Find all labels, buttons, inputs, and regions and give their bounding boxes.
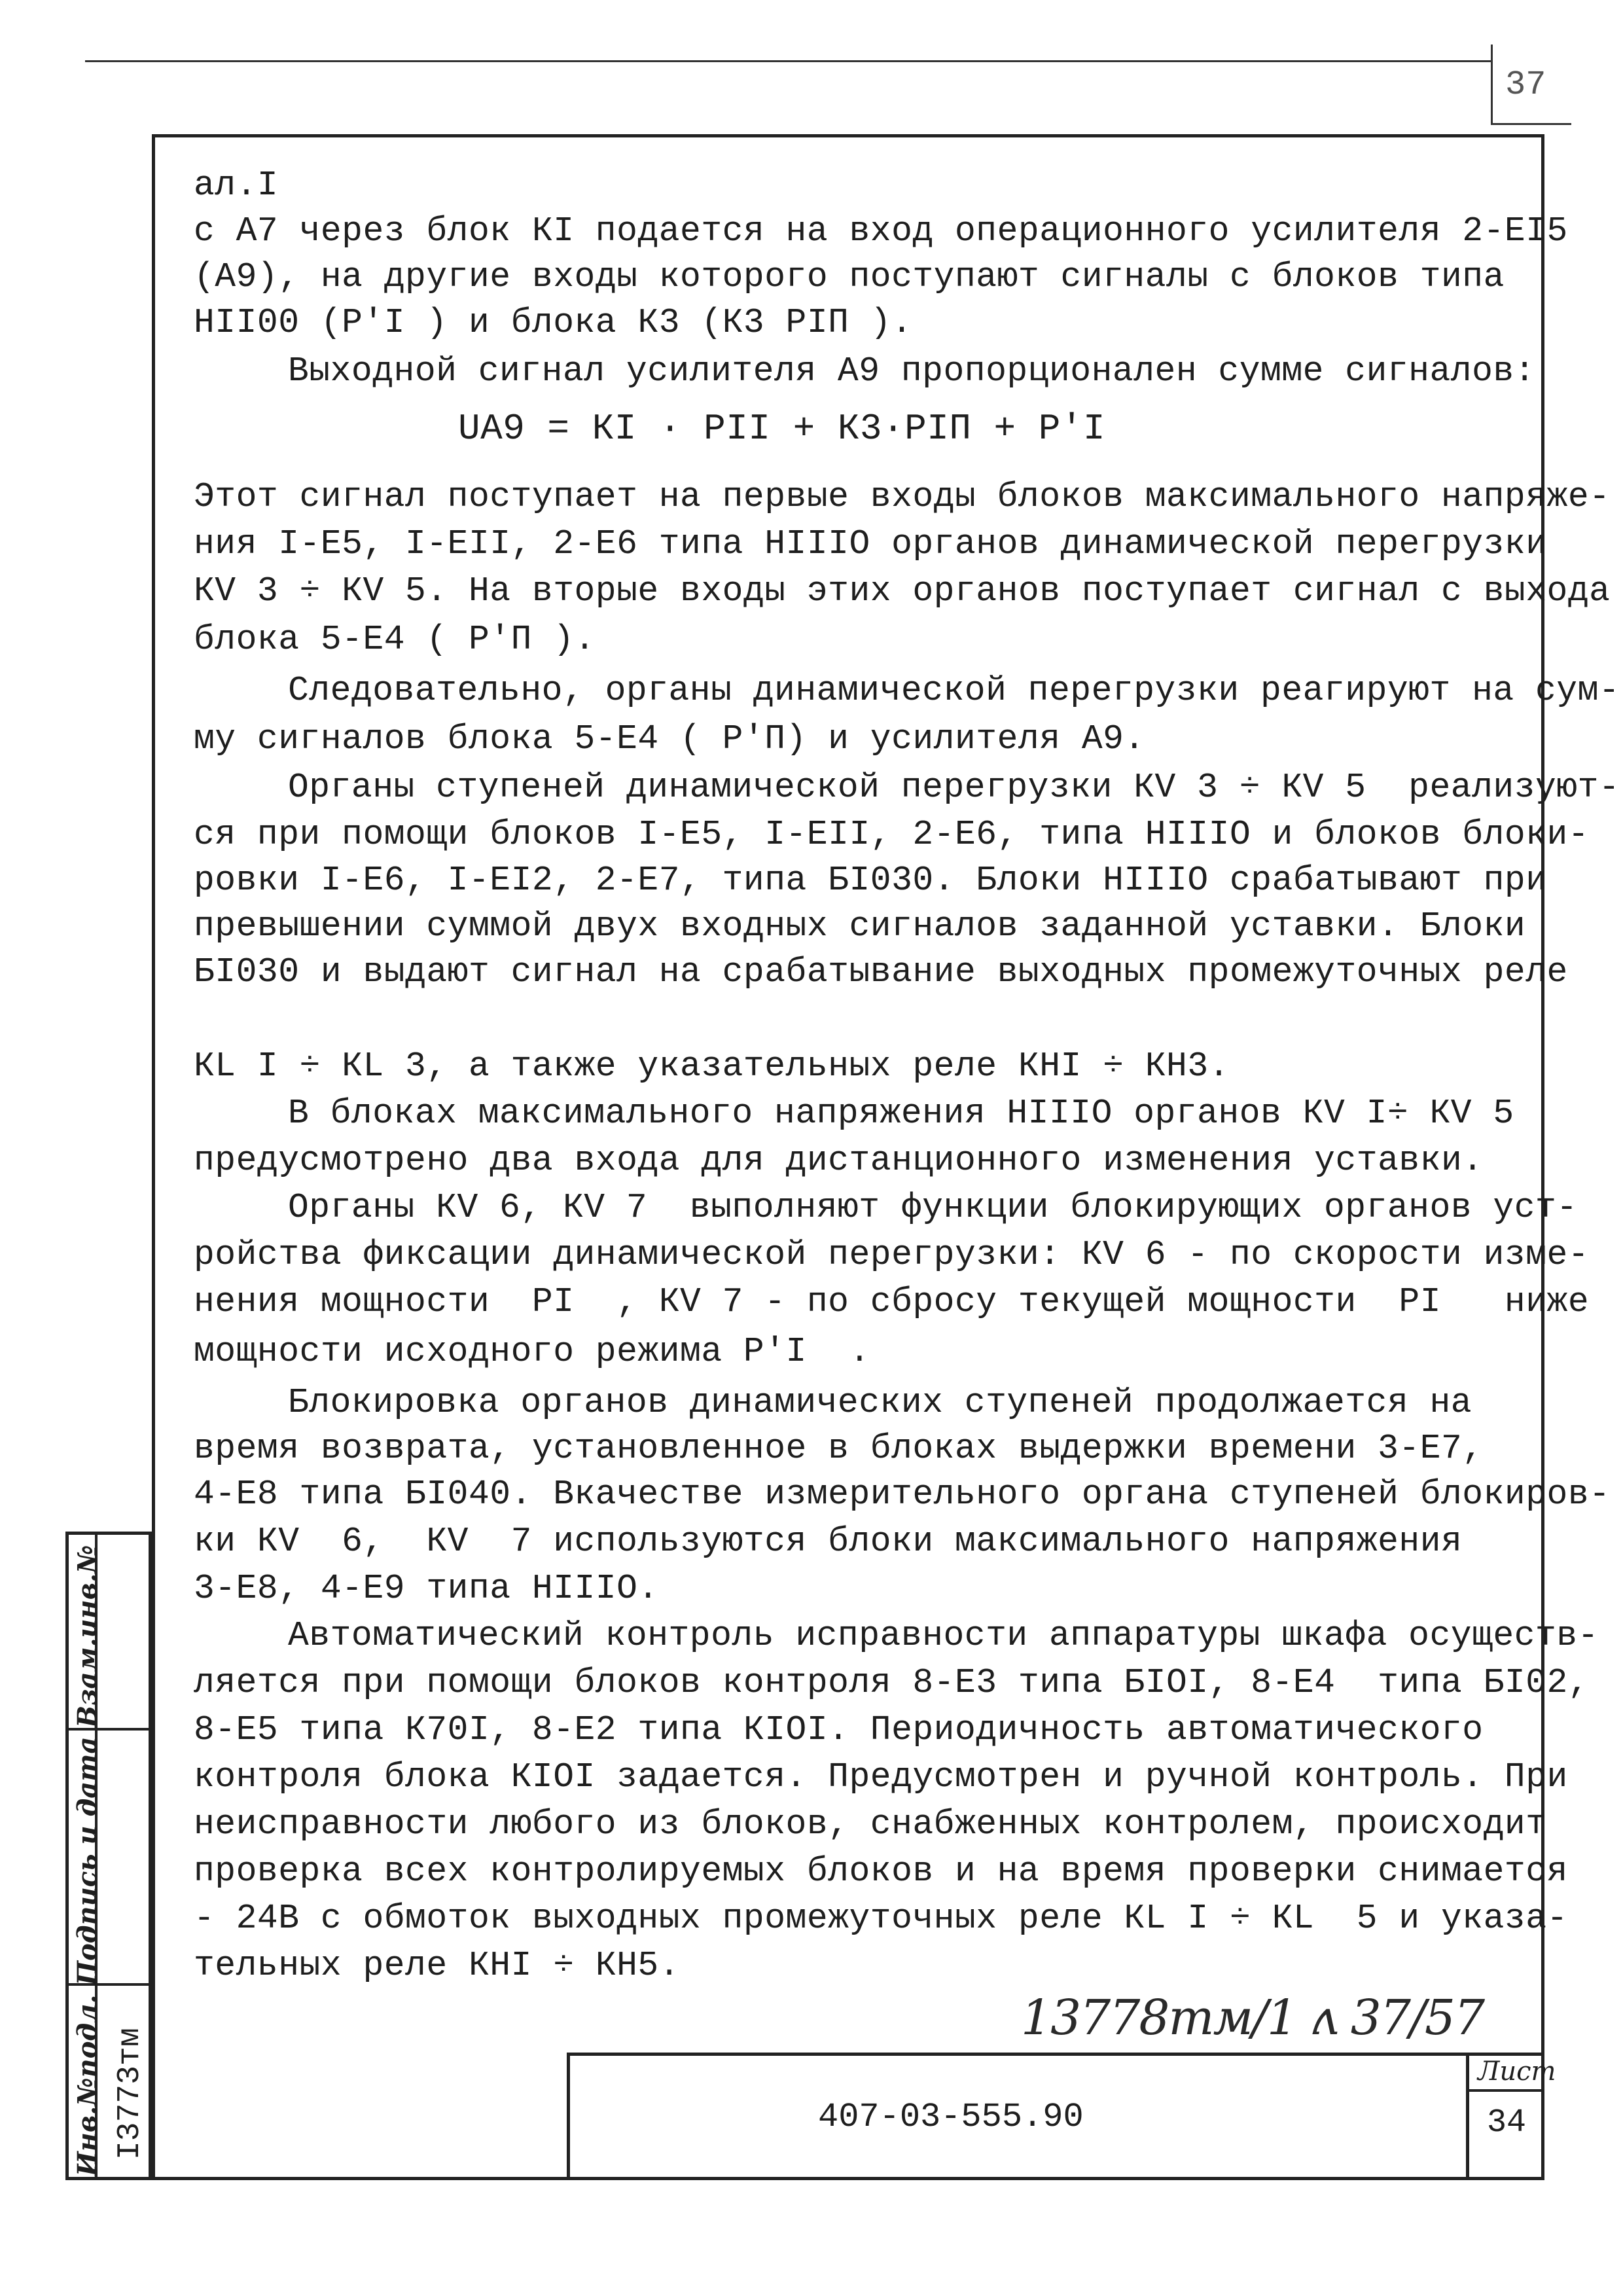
side-strip-label: Инв.№подл. Подпись и дата Взам.инв.№ [72,1545,103,2176]
body-line: Этот сигнал поступает на первые входы блоков максимального напряже- [194,477,1611,516]
body-line: Выходной сигнал усилителя А9 пропорционален сумме сигналов: [288,351,1536,391]
top-rule [85,60,1492,62]
body-line: (А9), на другие входы которого поступают сигналы с блоков типа [194,257,1505,296]
sheet-label: Лист [1478,2056,1556,2087]
body-line: с А7 через блок КI подается на вход операционного усилителя 2-ЕI5 [194,211,1568,251]
handwritten-note: 13778тм/1 ʌ 37/57 [1021,1990,1484,2046]
body-line: неисправности любого из блоков, снабженных контролем, происходит [194,1804,1547,1844]
body-line: блока 5-Е4 ( P'П ). [194,620,596,659]
title-block-top-rule [567,2053,1542,2056]
body-line: ал.I [194,166,279,205]
body-line: Следовательно, органы динамической перегрузки реагируют на сум- [288,671,1620,710]
body-line: превышении суммой двух входных сигналов заданной уставки. Блоки [194,906,1526,946]
body-line: тельных реле КНI ÷ КН5. [194,1946,681,1985]
title-block-sheet-separator [1466,2053,1469,2180]
title-block-sheet-rule [1466,2089,1543,2092]
body-line: Органы ступеней динамической перегрузки КV 3 ÷ КV 5 реализуют- [288,768,1620,807]
body-line: БI030 и выдают сигнал на срабатывание выходных промежуточных реле [194,952,1568,992]
body-line: ляется при помощи блоков контроля 8-Е3 типа БIОI, 8-Е4 типа БI02, [194,1663,1590,1702]
body-line: время возврата, установленное в блоках выдержки времени 3-Е7, [194,1429,1484,1468]
formula-line: UА9 = КI · PII + К3·PIП + P'I [458,408,1106,450]
title-block-left-rule [567,2053,570,2180]
body-line: ровки I-Е6, I-ЕI2, 2-Е7, типа БI030. Блоки НIIIО срабатывают при [194,861,1547,900]
body-line: Органы КV 6, КV 7 выполняют функции блокирующих органов уст- [288,1188,1578,1227]
body-line: му сигналов блока 5-Е4 ( P'П) и усилителя А9. [194,719,1145,759]
body-line: контроля блока КIОI задается. Предусмотрен и ручной контроль. При [194,1757,1568,1797]
body-line: ния I-Е5, I-ЕII, 2-Е6 типа НIIIО органов динамической перегрузки [194,524,1547,564]
body-line: 3-Е8, 4-Е9 типа НIIIО. [194,1569,659,1608]
body-line: нения мощности PI , КV 7 - по сбросу текущей мощности PI ниже [194,1282,1590,1321]
body-line: - 24В с обмоток выходных промежуточных реле КL I ÷ КL 5 и указа- [194,1899,1568,1938]
body-line: ся при помощи блоков I-Е5, I-ЕII, 2-Е6, типа НIIIО и блоков блоки- [194,815,1590,854]
body-line: КV 3 ÷ КV 5. На вторые входы этих органов поступает сигнал с выхода [194,571,1611,611]
body-line: ройства фиксации динамической перегрузки: КV 6 - по скорости изме- [194,1235,1590,1274]
body-line: 8-Е5 типа К70I, 8-Е2 типа КIОI. Периодичность автоматического [194,1710,1484,1749]
body-line: Автоматический контроль исправности аппаратуры шкафа осуществ- [288,1616,1599,1655]
body-line: Блокировка органов динамических ступеней продолжается на [288,1383,1472,1422]
inventory-number: I3773тм [113,2028,148,2160]
body-line: предусмотрено два входа для дистанционного изменения уставки. [194,1141,1484,1180]
body-line: В блоках максимального напряжения НIIIО органов КV I÷ КV 5 [288,1094,1514,1133]
body-line: ки КV 6, КV 7 используются блоки максимального напряжения [194,1522,1463,1561]
page-corner-number: 37 [1505,65,1546,104]
sheet-number: 34 [1487,2104,1527,2142]
body-line: 4-Е8 типа БI040. Вкачестве измерительного органа ступеней блокиров- [194,1475,1611,1514]
body-line: мощности исходного режима P'I . [194,1332,870,1371]
body-line: КL I ÷ КL 3, а также указательных реле КНI ÷ КН3. [194,1047,1230,1086]
body-line: НII00 (P'I ) и блока К3 (К3 PIП ). [194,303,913,342]
document-code: 407-03-555.90 [818,2098,1084,2136]
body-line: проверка всех контролируемых блоков и на время проверки снимается [194,1852,1568,1891]
